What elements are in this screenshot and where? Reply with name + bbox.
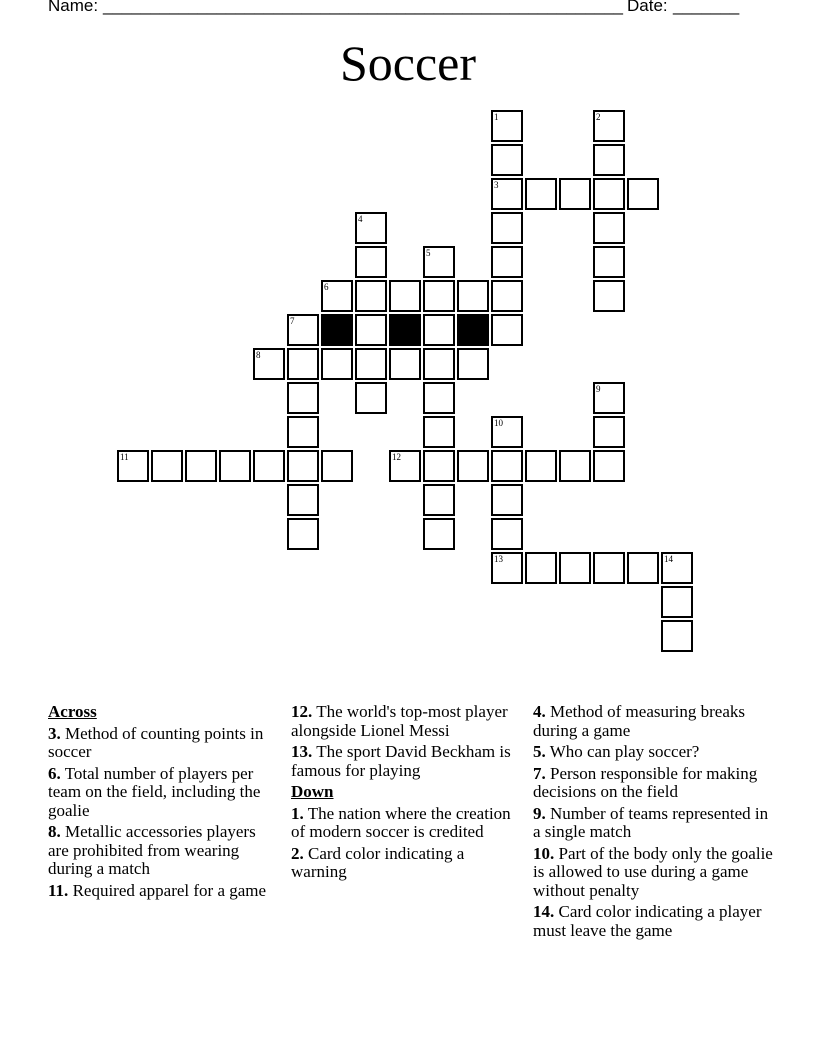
crossword-cell[interactable] <box>389 280 421 312</box>
crossword-cell[interactable] <box>355 348 387 380</box>
crossword-cell[interactable] <box>151 450 183 482</box>
clue-across-6: 6. Total number of players per team on the field, including the goalie <box>48 763 261 820</box>
clues-column-1 <box>48 703 270 903</box>
crossword-cell[interactable] <box>423 484 455 516</box>
crossword-cell[interactable] <box>287 416 319 448</box>
clue-down-2: 2. Card color indicating a warning <box>291 843 465 881</box>
crossword-cell[interactable] <box>559 450 591 482</box>
clue-down-14: 14. Card color indicating a player must leave the game <box>533 902 762 940</box>
crossword-cell[interactable] <box>355 382 387 414</box>
clue-number: 2 <box>596 112 601 122</box>
crossword-cell[interactable] <box>491 314 523 346</box>
clues-column-3 <box>533 703 773 943</box>
crossword-cell[interactable] <box>287 484 319 516</box>
clue-number: 14 <box>664 554 673 564</box>
crossword-cell[interactable] <box>593 382 625 414</box>
clue-down-7: 7. Person responsible for making decisions on the field <box>533 763 758 801</box>
crossword-cell[interactable] <box>661 620 693 652</box>
crossword-cell[interactable] <box>491 518 523 550</box>
crossword-cell[interactable] <box>457 450 489 482</box>
clues-column-2 <box>291 703 523 885</box>
crossword-cell[interactable] <box>627 552 659 584</box>
crossword-cell[interactable] <box>491 450 523 482</box>
crossword-cell[interactable] <box>491 416 523 448</box>
clue-number: 9 <box>596 384 601 394</box>
crossword-cell[interactable] <box>593 246 625 278</box>
crossword-cell[interactable] <box>423 416 455 448</box>
crossword-cell[interactable] <box>355 280 387 312</box>
crossword-block <box>457 314 489 346</box>
crossword-cell[interactable] <box>423 348 455 380</box>
clue-across-3: 3. Method of counting points in soccer <box>48 723 264 761</box>
crossword-cell[interactable] <box>287 348 319 380</box>
crossword-cell[interactable] <box>593 416 625 448</box>
crossword-cell[interactable] <box>491 246 523 278</box>
crossword-cell[interactable] <box>661 552 693 584</box>
crossword-cell[interactable] <box>457 348 489 380</box>
crossword-cell[interactable] <box>321 348 353 380</box>
crossword-cell[interactable] <box>491 144 523 176</box>
name-field[interactable]: _______________________________________________________ <box>103 0 624 15</box>
clue-number: 4 <box>358 214 363 224</box>
date-field[interactable]: _______ <box>673 0 740 15</box>
crossword-cell[interactable] <box>185 450 217 482</box>
crossword-cell[interactable] <box>355 246 387 278</box>
crossword-cell[interactable] <box>491 552 523 584</box>
clue-number: 12 <box>392 452 401 462</box>
crossword-cell[interactable] <box>593 144 625 176</box>
clue-number: 7 <box>290 316 295 326</box>
page-title: Soccer <box>339 35 477 91</box>
crossword-cell[interactable] <box>491 280 523 312</box>
crossword-cell[interactable] <box>525 178 557 210</box>
crossword-cell[interactable] <box>253 348 285 380</box>
clue-number: 6 <box>324 282 329 292</box>
crossword-cell[interactable] <box>287 314 319 346</box>
clue-across-8: 8. Metallic accessories players are prohibited from wearing during a match <box>48 822 256 878</box>
crossword-block <box>321 314 353 346</box>
clue-number: 8 <box>256 350 261 360</box>
clue-number: 10 <box>494 418 503 428</box>
down-heading: Down <box>291 782 334 801</box>
crossword-cell[interactable] <box>389 348 421 380</box>
crossword-cell[interactable] <box>593 110 625 142</box>
crossword-cell[interactable] <box>321 450 353 482</box>
crossword-cell[interactable] <box>355 212 387 244</box>
crossword-cell[interactable] <box>559 552 591 584</box>
date-label: Date: <box>627 0 668 15</box>
across-heading: Across <box>48 702 97 721</box>
clue-number: 3 <box>494 180 499 190</box>
crossword-cell[interactable] <box>491 212 523 244</box>
crossword-cell[interactable] <box>389 450 421 482</box>
crossword-cell[interactable] <box>593 552 625 584</box>
clue-number: 11 <box>120 452 129 462</box>
clue-down-10: 10. Part of the body only the goalie is allowed to use during a game without penalty <box>533 843 773 900</box>
crossword-cell[interactable] <box>287 382 319 414</box>
crossword-cell[interactable] <box>491 484 523 516</box>
name-label: Name: <box>48 0 99 15</box>
crossword-cell[interactable] <box>423 246 455 278</box>
crossword-cell[interactable] <box>355 314 387 346</box>
clue-down-5: 5. Who can play soccer? <box>533 742 700 761</box>
crossword-cell[interactable] <box>287 518 319 550</box>
crossword-cell[interactable] <box>219 450 251 482</box>
crossword-cell[interactable] <box>593 178 625 210</box>
clue-across-12: 12. The world's top-most player alongside Lionel Messi <box>291 702 508 740</box>
clue-across-13: 13. The sport David Beckham is famous for playing <box>291 742 511 780</box>
crossword-cell[interactable] <box>491 110 523 142</box>
crossword-cell[interactable] <box>559 178 591 210</box>
crossword-cell[interactable] <box>321 280 353 312</box>
crossword-cell[interactable] <box>253 450 285 482</box>
clue-number: 13 <box>494 554 503 564</box>
clue-down-1: 1. The nation where the creation of modern soccer is credited <box>291 803 511 841</box>
clue-number: 1 <box>494 112 499 122</box>
crossword-cell[interactable] <box>525 552 557 584</box>
crossword-cell[interactable] <box>423 314 455 346</box>
crossword-cell[interactable] <box>423 450 455 482</box>
crossword-cell[interactable] <box>627 178 659 210</box>
clue-down-4: 4. Method of measuring breaks during a game <box>533 702 745 740</box>
crossword-cell[interactable] <box>593 212 625 244</box>
crossword-cell[interactable] <box>525 450 557 482</box>
crossword-cell[interactable] <box>423 518 455 550</box>
clue-down-9: 9. Number of teams represented in a single match <box>533 803 769 841</box>
clue-number: 5 <box>426 248 431 258</box>
crossword-cell[interactable] <box>593 450 625 482</box>
crossword-cell[interactable] <box>117 450 149 482</box>
crossword-cell[interactable] <box>423 280 455 312</box>
crossword-block <box>389 314 421 346</box>
crossword-cell[interactable] <box>457 280 489 312</box>
crossword-cell[interactable] <box>287 450 319 482</box>
crossword-cell[interactable] <box>593 280 625 312</box>
crossword-cell[interactable] <box>423 382 455 414</box>
crossword-cell[interactable] <box>491 178 523 210</box>
crossword-cell[interactable] <box>661 586 693 618</box>
clue-across-11: 11. Required apparel for a game <box>48 880 267 900</box>
